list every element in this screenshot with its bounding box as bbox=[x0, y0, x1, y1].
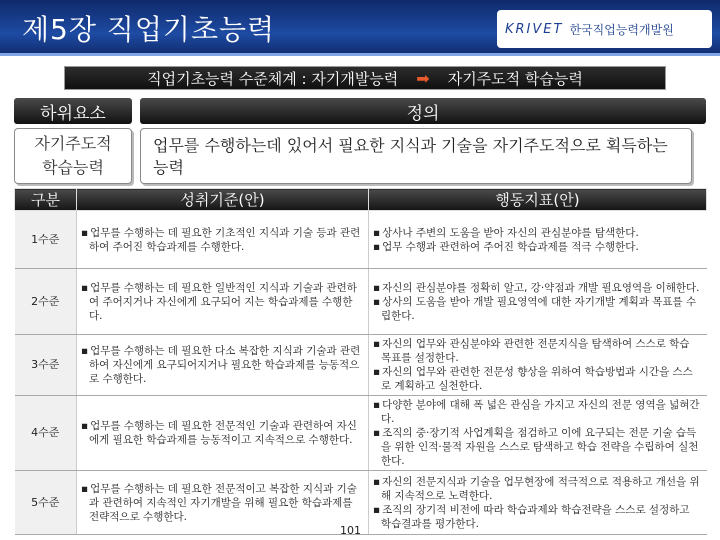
indicator-item: ▪ 상사나 주변의 도움을 받아 자신의 관심분야를 탐색한다. bbox=[373, 226, 703, 240]
sub-element-term bbox=[14, 128, 132, 184]
table-row bbox=[15, 396, 707, 471]
header-criteria: 성취기준(안) bbox=[77, 189, 369, 211]
criteria-item: ▪ 업무를 수행하는 데 필요한 일반적인 지식과 기술과 관련하여 주어지거나 자신에게 요구되어 지는 학습과제를 수행한다. bbox=[81, 281, 364, 323]
indicator-item: ▪ 조직의 장기적 비전에 따라 학습과제와 학습전략을 스스로 설정하고 학습결과를 평가한다. bbox=[373, 503, 703, 531]
criteria-cell bbox=[77, 335, 369, 396]
table-row bbox=[15, 335, 707, 396]
indicator-cell bbox=[369, 269, 707, 335]
table-row bbox=[15, 211, 707, 269]
indicator-cell bbox=[369, 471, 707, 535]
definition-text: 업무를 수행하는데 있어서 필요한 지식과 기술을 자기주도적으로 획득하는 능력 bbox=[140, 128, 692, 184]
arrow-right-icon: ➡ bbox=[416, 68, 430, 88]
krivet-logo bbox=[497, 10, 712, 48]
indicator-cell bbox=[369, 396, 707, 471]
indicator-item: ▪ 상사의 도움을 받아 개발 필요영역에 대한 자기개발 계획과 목표를 수립한다. bbox=[373, 295, 703, 323]
level-cell: 3수준 bbox=[15, 335, 77, 396]
definition-label: 정의 bbox=[140, 98, 706, 124]
header-indicators: 행동지표(안) bbox=[369, 189, 707, 211]
indicator-item: ▪ 조직의 중·장기적 사업계획을 점검하고 이에 요구되는 전문 기술 습득을 위한 인적·물적 자원을 스스로 탐색하고 학습 전략을 수립하여 실천한다. bbox=[373, 426, 703, 468]
indicator-item: ▪ 자신의 업무와 관심분야와 관련한 전문지식을 탐색하여 스스로 학습 목표를 설정한다. bbox=[373, 337, 703, 365]
indicator-item: ▪ 다양한 분야에 대해 폭 넓은 관심을 가지고 자신의 전문 영역을 넓혀간다. bbox=[373, 398, 703, 426]
section-banner bbox=[64, 66, 666, 90]
indicator-cell bbox=[369, 211, 707, 269]
indicator-item: ▪ 자신의 관심분야를 정확히 알고, 강·약점과 개발 필요영역을 이해한다. bbox=[373, 281, 703, 295]
criteria-cell bbox=[77, 211, 369, 269]
indicator-cell bbox=[369, 335, 707, 396]
indicator-item: ▪ 업무 수행과 관련하여 주어진 학습과제를 적극 수행한다. bbox=[373, 240, 703, 254]
criteria-cell bbox=[77, 269, 369, 335]
page-header bbox=[0, 0, 720, 56]
header-level: 구분 bbox=[15, 189, 77, 211]
level-table bbox=[14, 188, 707, 535]
page-title: 제5장 직업기초능력 bbox=[22, 13, 276, 46]
table-header-row bbox=[15, 189, 707, 211]
criteria-item: ▪ 업무를 수행하는 데 필요한 전문적이고 복잡한 지식과 기술과 관련하여 지속적인 자기개발을 위해 필요한 학습과제를 전략적으로 수행한다. bbox=[81, 482, 364, 524]
banner-right-text: 자기주도적 학습능력 bbox=[447, 69, 583, 88]
page-number: 101 bbox=[340, 524, 361, 537]
table-row bbox=[15, 269, 707, 335]
criteria-cell bbox=[77, 471, 369, 535]
level-cell: 5수준 bbox=[15, 471, 77, 535]
indicator-item: ▪ 자신의 업무와 관련한 전문성 향상을 위하여 학습방법과 시간을 스스로 계획하고 실천한다. bbox=[373, 365, 703, 393]
level-cell: 1수준 bbox=[15, 211, 77, 269]
level-cell: 4수준 bbox=[15, 396, 77, 471]
sub-element-label: 하위요소 bbox=[14, 98, 132, 124]
level-cell: 2수준 bbox=[15, 269, 77, 335]
indicator-item: ▪ 자신의 전문지식과 기술을 업무현장에 적극적으로 적용하고 개선을 위해 지속적으로 노력한다. bbox=[373, 475, 703, 503]
criteria-item: ▪ 업무를 수행하는 데 필요한 전문적인 기술과 관련하여 자신에게 필요한 학습과제를 능동적이고 지속적으로 수행한다. bbox=[81, 419, 364, 447]
criteria-item: ▪ 업무를 수행하는 데 필요한 다소 복잡한 지식과 기술과 관련하여 자신에게 요구되어지거나 필요한 학습과제를 능동적으로 수행한다. bbox=[81, 344, 364, 386]
criteria-item: ▪ 업무를 수행하는 데 필요한 기초적인 지식과 기술 등과 관련하여 주어진 학습과제를 수행한다. bbox=[81, 226, 364, 254]
logo-mark: KRIVET bbox=[505, 21, 564, 37]
banner-left-text: 직업기초능력 수준체계 : 자기개발능력 bbox=[147, 69, 399, 88]
criteria-cell bbox=[77, 396, 369, 471]
term-text: 자기주도적 학습능력 bbox=[34, 134, 112, 177]
logo-text: 한국직업능력개발원 bbox=[569, 22, 674, 37]
